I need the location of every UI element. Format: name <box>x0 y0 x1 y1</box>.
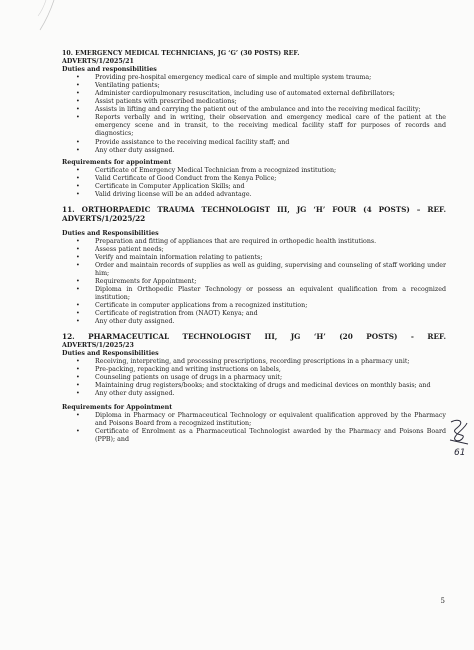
list-item: • Order and maintain records of supplies as well as guiding, supervising and counseling of staff working under him; <box>76 262 446 278</box>
section-12-heading-line2: ADVERTS/1/2025/23 <box>62 341 134 349</box>
list-item: • Assists in lifting and carrying the patient out of the ambulance and into the receiving medical facility; <box>76 106 446 114</box>
list-item: • Verify and maintain information relating to patients; <box>76 254 446 262</box>
section-11-heading-line1: 11. ORTHORPAEDIC TRAUMA TECHNOLOGIST III, JG ‘H’ FOUR (4 POSTS) – REF. <box>62 204 446 214</box>
section-10-heading-line2: ADVERTS/1/2025/21 <box>62 58 134 66</box>
list-item: • Providing pre-hospital emergency medical care of simple and multiple system trauma; <box>76 74 446 82</box>
section-12-heading-line1: 12. PHARMACEUTICAL TECHNOLOGIST III, JG ‘H’ (20 POSTS) - REF. <box>62 332 446 342</box>
section-11-duties-title: Duties and Responsibilities <box>62 229 159 237</box>
list-item: • Any other duty assigned. <box>76 318 446 326</box>
list-item: • Certificate in computer applications from a recognized institution; <box>76 302 446 310</box>
section-12-requirements-list <box>62 412 446 444</box>
list-item: • Counseling patients on usage of drugs in a pharmacy unit; <box>76 374 446 382</box>
list-item: • Assess patient needs; <box>76 246 446 254</box>
list-item: • Valid driving license will be an added advantage. <box>76 191 446 199</box>
list-item: • Certificate of Emergency Medical Technician from a recognized institution; <box>76 167 446 175</box>
section-10-duties-list <box>62 74 446 154</box>
list-item: • Preparation and fitting of appliances that are required in orthopedic health institutions. <box>76 238 446 246</box>
section-11-heading-line2: ADVERTS/1/2025/22 <box>62 214 146 224</box>
list-item: • Any other duty assigned. <box>76 147 446 155</box>
handwritten-number: 61 <box>454 448 466 458</box>
section-12-duties-list <box>62 358 446 398</box>
document-body <box>62 50 446 444</box>
list-item: • Valid Certificate of Good Conduct from the Kenya Police; <box>76 175 446 183</box>
section-10-heading-line1: 10. EMERGENCY MEDICAL TECHNICIANS, JG ‘G’ (30 POSTS) REF. <box>62 50 300 57</box>
list-item: • Pre-packing, repacking and writing instructions on labels, <box>76 366 446 374</box>
list-item: • Maintaining drug registers/books; and stocktaking of drugs and medicinal devices on monthly basis; and <box>76 382 446 390</box>
list-item: • Receiving, interpreting, and processing prescriptions, recording prescriptions in a pharmacy unit; <box>76 358 446 366</box>
section-10-requirements-title: Requirements for appointment <box>62 158 172 166</box>
section-10-duties-title: Duties and responsibilities <box>62 66 157 74</box>
section-11-duties-list <box>62 238 446 327</box>
section-12-duties-title: Duties and Responsibilities <box>62 349 159 357</box>
list-item: • Administer cardiopulmonary resuscitation, including use of automated external defibrillators; <box>76 90 446 98</box>
section-12-requirements-title: Requirements for Appointment <box>62 404 173 412</box>
list-item: • Assist patients with prescribed medications; <box>76 98 446 106</box>
list-item: • Reports verbally and in writing, their observation and emergency medical care of the patient at the emergency scene and in transit, to the receiving medical facility staff for purposes of records and diagnostics; <box>76 114 446 138</box>
section-10-requirements-list <box>62 167 446 199</box>
list-item: • Any other duty assigned. <box>76 390 446 398</box>
list-item: • Provide assistance to the receiving medical facility staff; and <box>76 139 446 147</box>
page-number: 5 <box>440 597 445 605</box>
list-item: • Ventilating patients; <box>76 82 446 90</box>
list-item: • Certificate of Enrolment as a Pharmaceutical Technologist awarded by the Pharmacy and Poisons Board (PPB); and <box>76 428 446 444</box>
list-item: • Diploma in Pharmacy or Pharmaceutical Technology or equivalent qualification approved by the Pharmacy and Poisons Board from a recognized institution; <box>76 412 446 428</box>
list-item: • Diploma in Orthopedic Plaster Technology or possess an equivalent qualification from a recognized institution; <box>76 286 446 302</box>
list-item: • Certificate of registration from (NAOT) Kenya; and <box>76 310 446 318</box>
list-item: • Requirements for Appointment; <box>76 278 446 286</box>
list-item: • Certificate in Computer Application Skills; and <box>76 183 446 191</box>
